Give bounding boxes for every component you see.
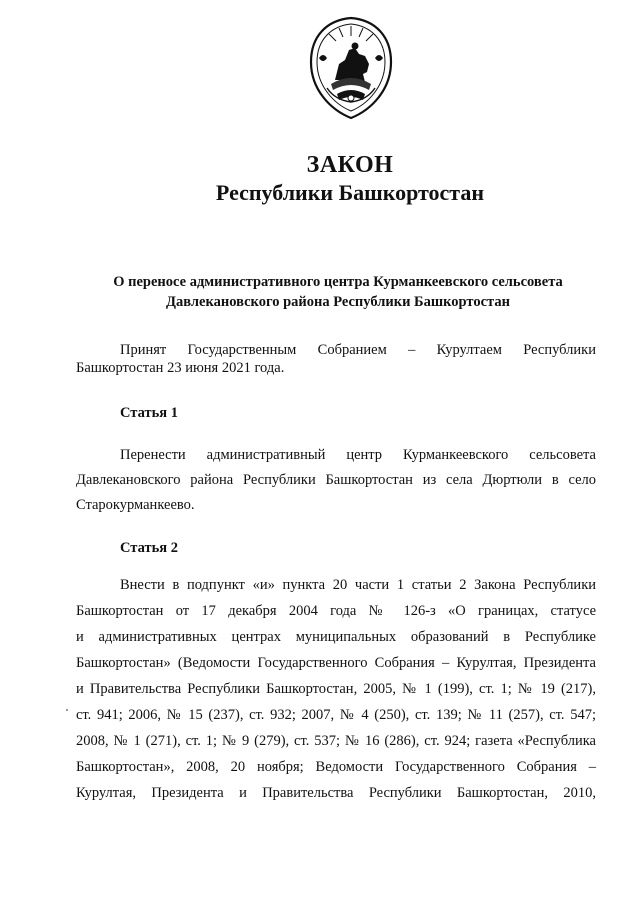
scan-speck bbox=[66, 709, 68, 711]
document-title: ЗАКОН bbox=[306, 152, 394, 178]
article-2-line: Башкортостан», 2008, 20 ноября; Ведомости Государственного Собрания – bbox=[76, 759, 596, 775]
adoption-line: Башкортостан 23 июня 2021 года. bbox=[76, 360, 285, 376]
subject-line: О переносе административного центра Курманкеевского сельсовета bbox=[113, 274, 563, 290]
article-2-line: Курултая, Президента и Правительства Республики Башкортостан, 2010, bbox=[76, 785, 596, 801]
adoption-line: Принят Государственным Собранием – Курултаем Республики bbox=[120, 342, 596, 358]
article-2-line: 2008, № 1 (271), ст. 1; № 9 (279), ст. 537; № 16 (286), ст. 924; газета «Республика bbox=[76, 733, 596, 749]
article-1-line: Давлекановского района Республики Башкортостан из села Дюртюли в село bbox=[76, 472, 596, 488]
article-2-line: и административных центрах муниципальных образований в Республике bbox=[76, 629, 596, 645]
article-2-line: Башкортостан от 17 декабря 2004 года № 126-з «О границах, статусе bbox=[76, 603, 596, 619]
document-subtitle: Республики Башкортостан bbox=[215, 180, 485, 205]
subject-line: Давлекановского района Республики Башкортостан bbox=[166, 294, 510, 310]
article-1-line: Перенести административный центр Курманкеевского сельсовета bbox=[120, 447, 596, 463]
republic-emblem bbox=[305, 14, 397, 122]
article-2-line: и Правительства Республики Башкортостан, 2005, № 1 (199), ст. 1; № 19 (217), bbox=[76, 681, 596, 697]
article-1-line: Старокурманкеево. bbox=[76, 497, 195, 513]
article-2-line: Башкортостан» (Ведомости Государственного Собрания – Курултая, Президента bbox=[76, 655, 596, 671]
article-1-heading: Статья 1 bbox=[120, 405, 178, 421]
article-2-line: ст. 941; 2006, № 15 (237), ст. 932; 2007, № 4 (250), ст. 139; № 11 (257), ст. 547; bbox=[76, 707, 596, 723]
article-2-heading: Статья 2 bbox=[120, 540, 178, 556]
law-subject bbox=[0, 272, 640, 312]
article-2-line: Внести в подпункт «и» пункта 20 части 1 статьи 2 Закона Республики bbox=[120, 577, 596, 593]
